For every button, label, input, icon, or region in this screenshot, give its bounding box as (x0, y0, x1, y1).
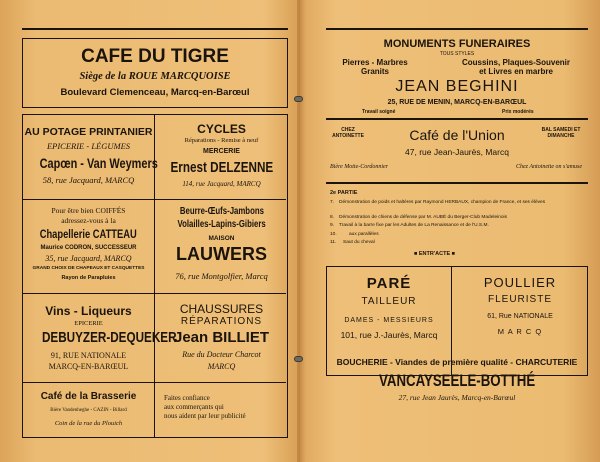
ad-faites-confiance (156, 384, 287, 437)
confiance-line1: Faites confiance (164, 394, 210, 402)
lauwers-address: 76, rue Montgolfier, Marcq (175, 271, 268, 281)
programme-item-8-number: 8. (330, 215, 335, 220)
programme-item-9-number: 9. (330, 223, 335, 228)
pare-trade: TAILLEUR (361, 296, 417, 307)
brasserie-address: Coin de la rue du Plouich (54, 420, 123, 427)
debuyzer-name: DEBUYZER-DEQUEKER (41, 329, 177, 346)
debuyzer-address1: 91, RUE NATIONALE (50, 351, 127, 360)
potage-title: AU POTAGE PRINTANIER (24, 126, 153, 138)
debuyzer-address2: MARCQ-EN-BARŒUL (48, 362, 129, 371)
poullier-name: POULLIER (483, 275, 557, 290)
lauwers-label: MAISON (208, 235, 235, 242)
pare-line: DAMES - MESSIEURS (344, 317, 434, 324)
programme-item-7-text: Démonstration de poids et haltères par Raymond HERBAUX, champion de France, et ses élèves (339, 200, 546, 205)
poullier-trade: FLEURISTE (487, 294, 552, 305)
programme-item-9-text: Travail à la barre fixe par les Adultes de La Renaissance et de l'U.S.M. (339, 223, 489, 228)
right-page (326, 28, 588, 430)
grid-divider-3 (23, 382, 286, 383)
monuments-title: MONUMENTS FUNERAIRES (383, 38, 531, 50)
ad-cycles-delzenne (156, 115, 287, 199)
programme-item-8 (330, 216, 507, 221)
monuments-col2b: et Livres en marbre (479, 67, 553, 77)
left-top-rule (22, 28, 288, 30)
programme-item-11-text: Saut du cheval (343, 240, 375, 245)
potage-subtitle: EPICERIE - LÉGUMES (46, 141, 131, 151)
monuments-left-note: Travail soigné (362, 109, 396, 115)
programme-item-10-text: aux parallèles (349, 232, 379, 237)
monuments-col2a: Coussins, Plaques-Souvenir (461, 58, 571, 67)
programme-partie: 2e PARTIE (330, 190, 358, 196)
union-name: Café de l'Union (409, 127, 505, 143)
cycles-title: CYCLES (197, 122, 246, 136)
catteau-line1: Pour être bien COIFFÉS (51, 206, 126, 215)
potage-name: Capœn - Van Weymers (39, 155, 158, 171)
right-top-rule (326, 28, 588, 30)
tigre-title: CAFE DU TIGRE (81, 46, 229, 67)
lauwers-line1: Beurre-Œufs-Jambons (179, 206, 264, 217)
union-right-note: Chez Antoinette on s'amuse (516, 164, 582, 170)
poullier-city: M A R C Q (497, 327, 543, 336)
programme-item-10-number: 10. (330, 232, 337, 237)
cycles-name: Ernest DELZENNE (170, 159, 274, 176)
programme-item-11 (330, 241, 375, 246)
catteau-name: Chapellerie CATTEAU (39, 227, 138, 241)
billiet-address1: Rue du Docteur Charcot (182, 350, 261, 359)
union-bal: BAL SAMEDI ET DIMANCHE (541, 127, 581, 139)
grid-divider-2 (23, 293, 286, 294)
billiet-name: Jean BILLIET (173, 329, 270, 346)
monuments-name: JEAN BEGHINI (395, 78, 519, 95)
ad-cafe-de-l-union (326, 122, 588, 182)
ad-debuyzer-dequeker (23, 295, 177, 382)
ad-cafe-du-tigre (22, 38, 288, 108)
pare-name: PARÉ (366, 275, 412, 292)
ad-chapellerie-catteau (23, 201, 154, 293)
pare-address: 101, rue J.-Jaurès, Marcq (340, 330, 438, 340)
confiance-line2: aux commerçants qui (164, 402, 224, 411)
union-address: 47, rue Jean-Jaurès, Marcq (405, 147, 509, 157)
lauwers-name: LAUWERS (176, 244, 267, 264)
cycles-subtitle: Réparations - Remise à neuf (184, 137, 259, 144)
programme-item-10 (330, 233, 379, 238)
programme-item-7-number: 7. (330, 200, 335, 205)
billiet-subtitle: RÉPARATIONS (180, 316, 263, 327)
union-left-note: Bière Motte-Cordonnier (330, 164, 389, 170)
monuments-bottom-rule (326, 118, 588, 120)
poullier-address: 61, Rue NATIONALE (487, 313, 553, 320)
tigre-subtitle: Siège de la ROUE MARCQUOISE (79, 71, 231, 82)
ad-chaussures-billiet (156, 295, 287, 382)
ad-vancayseele-botthe (326, 350, 588, 430)
catteau-line3: GRAND CHOIX DE CHAPEAUX ET CASQUETTES (32, 266, 145, 271)
debuyzer-title: Vins - Liqueurs (45, 304, 132, 318)
ad-potage-printanier (23, 115, 158, 199)
grid-divider-1 (23, 199, 286, 200)
programme-item-8-text: Démonstration de chiens de défense par M. AUBÉ du Berger-Club Madeleinois (339, 215, 507, 220)
catteau-owner: Maurice CODRON, SUCCESSEUR (40, 245, 137, 251)
programme-item-7 (330, 201, 545, 206)
staple-top (294, 96, 303, 102)
cycles-address: 114, rue Jacquard, MARCQ (182, 180, 261, 188)
monuments-address: 25, RUE DE MENIN, MARCQ-EN-BARŒUL (387, 99, 527, 106)
vancayseele-name: VANCAYSEELE-BOTTHÉ (378, 371, 536, 390)
monuments-col1b: Granits (360, 67, 389, 77)
brasserie-title: Café de la Brasserie (40, 391, 137, 402)
union-chez: CHEZ ANTOINETTE (332, 127, 364, 139)
potage-address: 58, rue Jacquard, MARCQ (42, 175, 135, 185)
debuyzer-label: EPICERIE (74, 320, 103, 327)
catteau-address: 35, rue Jacquard, MARCQ (45, 254, 132, 263)
ad-cafe-brasserie (23, 384, 154, 437)
vancayseele-address: 27, rue Jean Jaurès, Marcq-en-Barœul (398, 393, 516, 402)
confiance-line3: nous aident par leur publicité (164, 411, 246, 420)
monuments-right-note: Prix modérés (502, 109, 534, 115)
entracte-label: ENTR'ACTE (418, 251, 451, 257)
programme-item-11-number: 11. (330, 240, 337, 245)
brasserie-line: Bière Vandenheghe - CAZIN - Billard (50, 408, 127, 413)
lauwers-line2: Volailles-Lapins-Gibiers (177, 219, 266, 230)
monuments-styles: TOUS STYLES (439, 51, 475, 57)
programme-item-9 (330, 224, 489, 229)
ad-maison-lauwers (156, 201, 287, 293)
staple-bottom (294, 356, 303, 362)
billiet-title: CHAUSSURES (179, 302, 264, 316)
catteau-line4: Rayon de Parapluies (61, 275, 116, 281)
billiet-address2: MARCQ (207, 362, 236, 371)
catteau-line2: adressez-vous à la (61, 216, 116, 225)
left-page (22, 28, 288, 438)
programme-entracte: ■ ENTR'ACTE ■ (414, 251, 455, 257)
tigre-address: Boulevard Clemenceau, Marcq-en-Barœul (60, 87, 250, 98)
monuments-col1a: Pierres - Marbres (342, 58, 408, 67)
cycles-label: MERCERIE (203, 148, 240, 155)
center-fold (297, 0, 300, 462)
vancayseele-line: BOUCHERIE - Viandes de première qualité - CHARCUTERIE (336, 357, 578, 367)
ads-grid (22, 114, 288, 438)
